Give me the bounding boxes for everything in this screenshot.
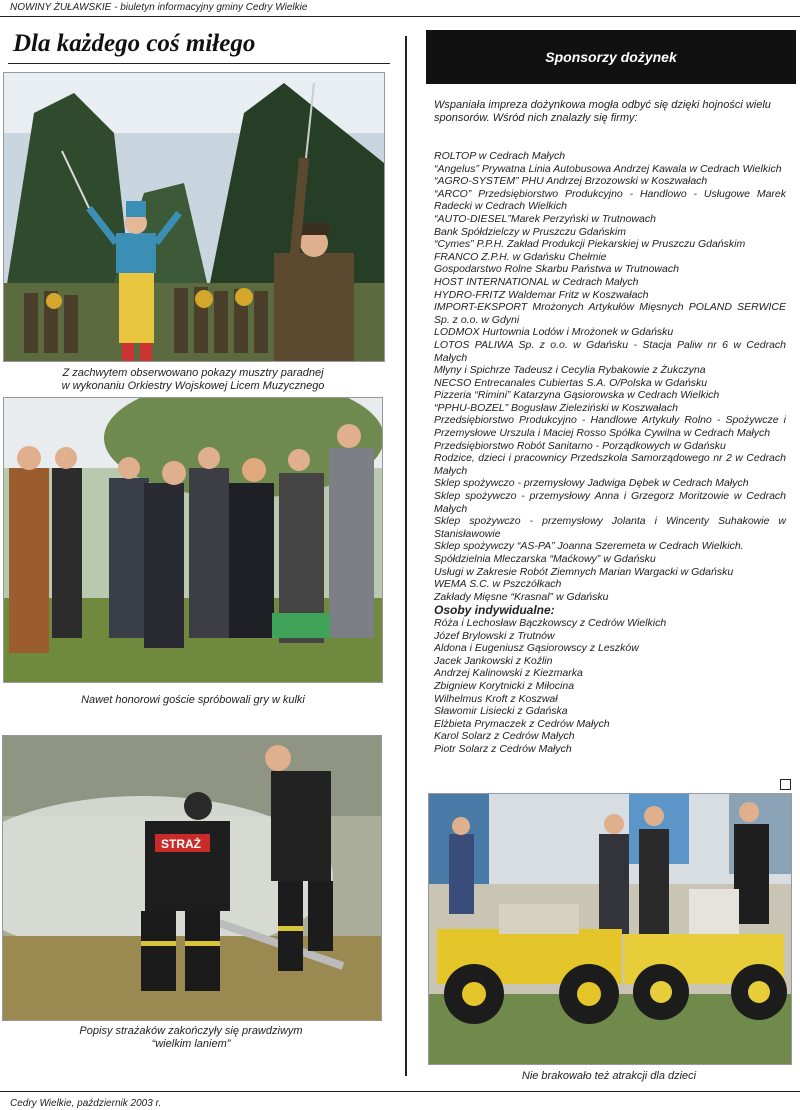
individual-item: Sławomir Lisiecki z Gdańska bbox=[434, 705, 568, 718]
individual-item: Józef Brylowski z Trutnów bbox=[434, 629, 555, 642]
sponsor-item: Bank Spółdzielczy w Pruszczu Gdańskim bbox=[434, 225, 626, 238]
sponsor-item: Sklep spożywczo - przemysłowy Jolanta i Wincenty Suhakowie w Stanisławowie bbox=[434, 515, 786, 540]
sponsor-item: “AGRO-SYSTEM” PHU Andrzej Brzozowski w Koszwałach bbox=[434, 175, 708, 188]
firefighters-image bbox=[3, 736, 381, 1020]
sponsor-item: Sklep spożywczo - przemysłowy Anna i Grzegorz Moritzowie w Cedrach Małych bbox=[434, 490, 786, 515]
sponsor-item: WEMA S.C. w Pszczółkach bbox=[434, 578, 562, 591]
newsletter-header: NOWINY ŻUŁAWSKIE - biuletyn informacyjny gminy Cedry Wielkie bbox=[10, 2, 308, 13]
sponsor-item: HOST INTERNATIONAL w Cedrach Małych bbox=[434, 275, 639, 288]
marching-band-image bbox=[4, 73, 384, 361]
sponsor-item: FRANCO Z.P.H. w Gdańsku Chełmie bbox=[434, 250, 607, 263]
individual-item: Karol Solarz z Cedrów Małych bbox=[434, 730, 575, 743]
caption-photo-3: Popisy strażaków zakończyły się prawdziwym “wielkim laniem” bbox=[79, 1025, 303, 1050]
sponsor-item: HYDRO-FRITZ Waldemar Fritz w Koszwałach bbox=[434, 288, 649, 301]
end-of-article-mark bbox=[780, 779, 791, 790]
sponsor-item: LODMOX Hurtownia Lodów i Mrożonek w Gdańsku bbox=[434, 326, 674, 339]
sponsor-item: Pizzeria “Rimini” Katarzyna Gąsiorowska w Cedrach Wielkich bbox=[434, 389, 720, 402]
individual-item: Aldona i Eugeniusz Gąsiorowscy z Leszków bbox=[434, 642, 639, 655]
sponsor-item: Rodzice, dzieci i pracownicy Przedszkola Samorządowego nr 2 w Cedrach Małych bbox=[434, 452, 786, 477]
sponsor-item: ROLTOP w Cedrach Małych bbox=[434, 150, 566, 162]
individual-item: Andrzej Kalinowski z Kiezmarka bbox=[434, 667, 583, 680]
sponsor-item: NECSO Entrecanales Cubiertas S.A. O/Polska w Gdańsku bbox=[434, 376, 708, 389]
sponsor-item: Spółdzielnia Mleczarska “Maćkowy” w Gdańsku bbox=[434, 553, 656, 565]
caption-photo-2: Nawet honorowi goście spróbowali gry w kulki bbox=[81, 694, 305, 706]
photo-honorary-guests bbox=[3, 397, 383, 683]
sponsor-item: LOTOS PALIWA Sp. z o.o. w Gdańsku - Stacja Paliw nr 6 w Cedrach Małych bbox=[434, 338, 786, 364]
sponsor-item: “Angelus” Prywatna Linia Autobusowa Andrzej Kawala w Cedrach Wielkich bbox=[434, 162, 782, 175]
column-divider bbox=[405, 36, 407, 1076]
photo-firefighters bbox=[2, 735, 382, 1021]
sponsors-list bbox=[434, 150, 786, 756]
sponsor-item: IMPORT-EKSPORT Mrożonych Artykułów Mięsnych POLAND SERWICE Sp. z o.o. w Gdyni bbox=[434, 301, 786, 326]
fireman-jacket-label: STRAŻ bbox=[161, 837, 201, 851]
sponsor-item: Sklep spożywczo - przemysłowy Jadwiga Dębek w Cedrach Małych bbox=[434, 477, 749, 490]
sponsor-item: Młyny i Spichrze Tadeusz i Cecylia Rybakowie z Żukczyna bbox=[434, 364, 706, 377]
sponsors-heading: Sponsorzy dożynek bbox=[426, 30, 796, 84]
article-title: Dla każdego coś miłego bbox=[13, 30, 256, 57]
sponsor-item: Usługi w Zakresie Robót Ziemnych Marian Wargacki w Gdańsku bbox=[434, 565, 734, 578]
individual-item: Wilhelmus Kroft z Koszwał bbox=[434, 692, 558, 705]
individual-item: Elżbieta Prymaczek z Cedrów Małych bbox=[434, 717, 610, 730]
title-rule bbox=[8, 63, 390, 64]
individual-item: Róża i Lechosław Bączkowscy z Cedrów Wielkich bbox=[434, 616, 667, 629]
sponsor-item: “Cymes” P.P.H. Zakład Produkcji Piekarskiej w Pruszczu Gdańskim bbox=[434, 238, 746, 251]
sponsor-item: Zakłady Mięsne “Krasnal” w Gdańsku bbox=[434, 590, 609, 603]
sponsor-item: “ARCO” Przedsiębiorstwo Produkcyjno - Handlowo - Usługowe Marek Radecki w Cedrach Wielkich bbox=[434, 187, 786, 213]
newsletter-footer: Cedry Wielkie, październik 2003 r. bbox=[10, 1098, 162, 1109]
caption-photo-1: Z zachwytem obserwowano pokazy musztry paradnej w wykonaniu Orkiestry Wojskowej Licem Muzycznego bbox=[61, 367, 325, 392]
individual-item: Zbigniew Korytnicki z Miłocina bbox=[434, 679, 575, 692]
sponsor-item: Gospodarstwo Rolne Skarbu Państwa w Trutnowach bbox=[434, 263, 679, 276]
children-attractions-image bbox=[429, 794, 791, 1064]
header-rule bbox=[0, 16, 800, 17]
honorary-guests-image bbox=[4, 398, 382, 682]
sponsor-item: Sklep spożywczy “AS-PA” Joanna Szeremeta w Cedrach Wielkich. bbox=[434, 540, 744, 553]
individuals-heading: Osoby indywidualne: bbox=[434, 603, 555, 618]
sponsor-item: “PPHU-BOZEL” Bogusław Zieleziński w Koszwałach bbox=[434, 401, 678, 414]
caption-photo-4: Nie brakowało też atrakcji dla dzieci bbox=[521, 1070, 697, 1082]
footer-rule bbox=[0, 1091, 800, 1092]
individual-item: Jacek Jankowski z Koźlin bbox=[434, 654, 553, 667]
sponsors-intro: Wspaniała impreza dożynkowa mogła odbyć się dzięki hojności wielu sponsorów. Wśród nich znalazły się firmy: bbox=[434, 99, 771, 124]
sponsor-item: “AUTO-DIESEL”Marek Perzyński w Trutnowach bbox=[434, 212, 656, 225]
sponsor-item: Przedsiębiorstwo Produkcyjno - Handlowe Artykuły Rolno - Spożywcze i Przemysłowe Urszula i Maciej Rosso Spółka Cywilna w Cedrach Małych bbox=[434, 414, 786, 440]
sponsor-item: Przedsiębiorstwo Robót Sanitarno - Porządkowych w Gdańsku bbox=[434, 439, 726, 452]
photo-children-attractions bbox=[428, 793, 792, 1065]
individual-item: Piotr Solarz z Cedrów Małych bbox=[434, 742, 572, 755]
photo-marching-band bbox=[3, 72, 385, 362]
